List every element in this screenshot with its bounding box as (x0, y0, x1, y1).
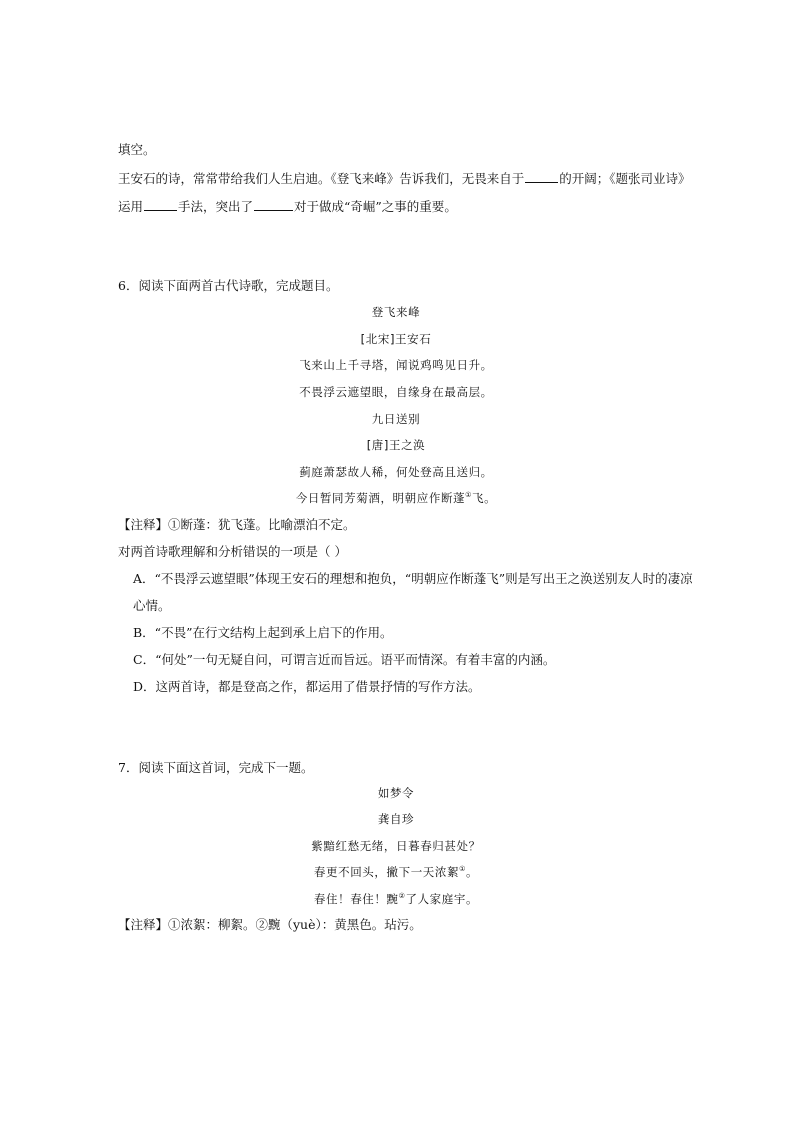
ci-line-2: 春更不回头，撇下一天浓絮①。 (313, 865, 479, 879)
q7-stem: 7．阅读下面这首词，完成下一题。 (118, 760, 314, 775)
poem1-line-1: 飞来山上千寻塔，闻说鸡鸣见日升。 (299, 358, 493, 372)
q5-instruction: 填空。 (118, 142, 156, 157)
q6-option-c[interactable]: C．“何处”一句无疑自问，可谓言近而旨远。语平而情深。有着丰富的内涵。 (133, 652, 556, 667)
poem2-line-2: 今日暂同芳菊酒，明朝应作断蓬①飞。 (295, 491, 497, 505)
ci-title: 如梦令 (377, 786, 415, 800)
poem1-line-2: 不畏浮云遮望眼，自缘身在最高层。 (299, 385, 493, 399)
ci-author: 龚自珍 (377, 812, 415, 826)
q6-option-a[interactable]: A．“不畏浮云遮望眼”体现王安石的理想和抱负，“明朝应作断蓬飞”则是写出王之涣送别友人时的凄凉 (133, 571, 693, 586)
q6-option-d[interactable]: D．这两首诗，都是登高之作，都运用了借景抒情的写作方法。 (133, 679, 481, 694)
ci-line-1: 紫黯红愁无绪，日暮春归甚处？ (311, 839, 481, 853)
q7-note: 【注释】①浓絮：柳絮。②黦（yuè）：黄黑色。玷污。 (118, 917, 422, 932)
poem1-author: [北宋]王安石 (360, 332, 432, 346)
footnote-marker-1: ① (459, 865, 466, 874)
poem1-title: 登飞来峰 (371, 305, 421, 319)
answer-blank-3[interactable] (254, 198, 293, 211)
poem2-line-1: 蓟庭萧瑟故人稀，何处登高且送归。 (299, 465, 493, 479)
footnote-marker-2: ② (398, 892, 406, 901)
answer-blank-1[interactable] (525, 170, 558, 183)
q5-sentence-1: 王安石的诗，常常带给我们人生启迪。《登飞来峰》告诉我们，无畏来自于 的开阔；《题张司业诗》 (118, 171, 691, 186)
q5-sentence-2: 运用 手法，突出了 对于做成“奇崛”之事的重要。 (118, 199, 457, 214)
answer-blank-2[interactable] (144, 198, 177, 211)
ci-line-3: 春住！春住！黦②了人家庭宇。 (313, 892, 479, 906)
q6-option-b[interactable]: B．“不畏”在行文结构上起到承上启下的作用。 (133, 625, 393, 640)
q6-stem: 6．阅读下面两首古代诗歌，完成题目。 (118, 278, 339, 293)
q6-option-a-cont: 心情。 (133, 598, 171, 613)
poem2-title: 九日送别 (371, 412, 421, 426)
q6-note: 【注释】①断蓬：犹飞蓬。比喻漂泊不定。 (118, 517, 356, 532)
q6-question: 对两首诗歌理解和分析错误的一项是（ ） (118, 544, 347, 559)
poem2-author: [唐]王之涣 (366, 438, 426, 452)
footnote-marker-1: ① (465, 491, 473, 500)
